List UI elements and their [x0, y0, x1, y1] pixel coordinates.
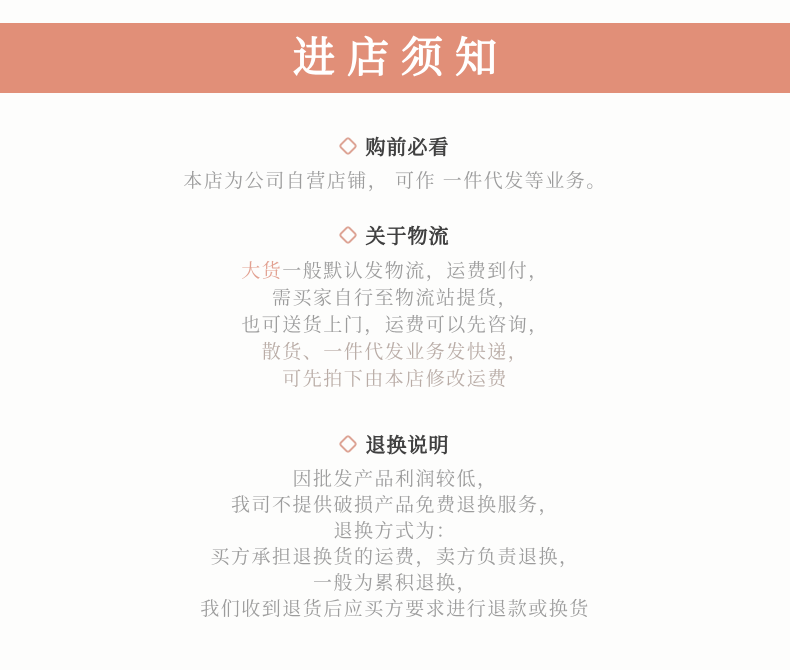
notice-line: [0, 312, 790, 339]
notice-line: [0, 285, 790, 312]
text-segment: 退换方式为：: [333, 521, 457, 542]
section-header: [0, 220, 790, 249]
notice-line: [0, 519, 790, 545]
section-body: [0, 467, 790, 623]
text-segment: 一般为累积退换，: [312, 573, 477, 594]
text-segment: 也可送货上门，运费可以先咨询，: [241, 315, 549, 336]
diamond-outline-icon: [338, 136, 358, 156]
section-title: 关于物流: [365, 226, 450, 248]
section-title: 退换说明: [365, 435, 450, 457]
text-segment: 我司不提供破损产品免费退换服务，: [230, 495, 559, 516]
section-header: [0, 429, 790, 458]
text-segment: 大货: [241, 261, 283, 282]
notice-section: [0, 220, 790, 393]
text-segment: 可先拍下由本店修改运费: [282, 369, 508, 390]
store-notice-page: [0, 23, 790, 670]
page-title: 进店须知: [292, 33, 509, 82]
notice-line: [0, 169, 790, 195]
notice-line: [0, 571, 790, 597]
banner: [0, 23, 790, 93]
text-segment: 我们收到退货后应买方要求进行退款或换货: [200, 599, 590, 620]
section-title: 购前必看: [365, 137, 450, 159]
text-segment: 散货、一件代发业务发快递，: [261, 342, 529, 363]
sections: [0, 131, 790, 623]
notice-line: [0, 366, 790, 393]
section-body: [0, 258, 790, 393]
text-segment: 本店为公司自营店铺， 可作 一件代发等业务。: [183, 171, 607, 192]
diamond-outline-icon: [338, 225, 358, 245]
text-segment: 因批发产品利润较低，: [292, 469, 498, 490]
notice-line: [0, 597, 790, 623]
notice-line: [0, 339, 790, 366]
text-segment: 一般默认发物流，运费到付，: [282, 261, 549, 282]
section-header: [0, 131, 790, 160]
notice-section: [0, 131, 790, 195]
notice-section: [0, 429, 790, 623]
section-body: [0, 169, 790, 195]
text-segment: 买方承担退换货的运费，卖方负责退换，: [210, 547, 580, 568]
notice-line: [0, 545, 790, 571]
notice-line: [0, 493, 790, 519]
notice-line: [0, 258, 790, 285]
text-segment: 需买家自行至物流站提货，: [271, 288, 518, 309]
notice-line: [0, 467, 790, 493]
diamond-outline-icon: [338, 434, 358, 454]
